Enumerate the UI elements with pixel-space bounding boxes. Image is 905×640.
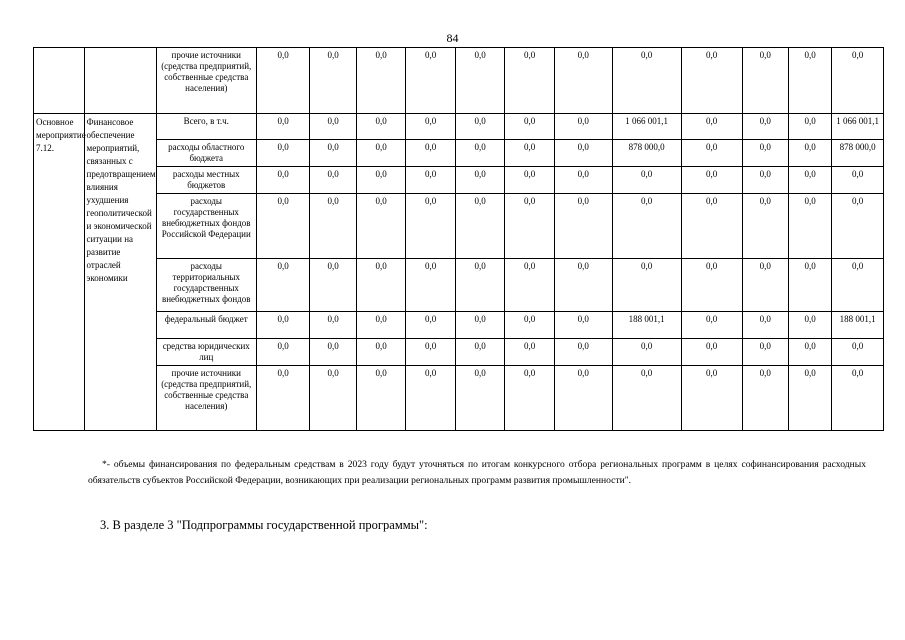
value-cell: 0,0 <box>505 167 555 194</box>
value-cell: 0,0 <box>742 140 788 167</box>
value-cell: 0,0 <box>310 140 356 167</box>
table-row <box>34 167 884 194</box>
value-cell: 0,0 <box>612 48 681 114</box>
value-cell: 0,0 <box>554 366 612 431</box>
value-cell: 0,0 <box>256 259 310 312</box>
value-cell: 0,0 <box>612 366 681 431</box>
value-cell: 0,0 <box>612 259 681 312</box>
value-cell: 0,0 <box>742 114 788 140</box>
value-cell: 0,0 <box>788 114 831 140</box>
value-cell: 0,0 <box>310 259 356 312</box>
value-cell: 0,0 <box>406 48 456 114</box>
value-cell: 0,0 <box>256 339 310 366</box>
value-cell: 0,0 <box>406 140 456 167</box>
value-cell: 0,0 <box>788 48 831 114</box>
value-cell: 0,0 <box>788 259 831 312</box>
value-cell: 0,0 <box>742 366 788 431</box>
source-label: прочие источники (средства предприятий, собственные средства населения) <box>156 48 256 114</box>
value-cell: 0,0 <box>356 140 406 167</box>
value-cell: 0,0 <box>554 259 612 312</box>
table-row <box>34 366 884 431</box>
source-label: расходы территориальных государственных внебюджетных фондов <box>156 259 256 312</box>
value-cell: 0,0 <box>256 48 310 114</box>
value-cell: 878 000,0 <box>832 140 884 167</box>
table-row <box>34 140 884 167</box>
value-cell: 0,0 <box>256 114 310 140</box>
value-cell: 0,0 <box>406 194 456 259</box>
value-cell: 0,0 <box>612 194 681 259</box>
value-cell: 0,0 <box>505 312 555 339</box>
value-cell: 0,0 <box>310 339 356 366</box>
value-cell: 0,0 <box>554 339 612 366</box>
value-cell: 0,0 <box>681 366 742 431</box>
value-cell: 0,0 <box>455 114 505 140</box>
value-cell: 0,0 <box>256 140 310 167</box>
value-cell: 0,0 <box>356 114 406 140</box>
value-cell: 0,0 <box>681 167 742 194</box>
value-cell: 0,0 <box>832 48 884 114</box>
value-cell: 0,0 <box>681 312 742 339</box>
source-label: расходы местных бюджетов <box>156 167 256 194</box>
value-cell: 0,0 <box>455 339 505 366</box>
value-cell: 0,0 <box>505 140 555 167</box>
value-cell: 0,0 <box>681 48 742 114</box>
source-label: расходы государственных внебюджетных фондов Российской Федерации <box>156 194 256 259</box>
value-cell: 0,0 <box>356 194 406 259</box>
value-cell: 0,0 <box>455 167 505 194</box>
value-cell: 0,0 <box>256 366 310 431</box>
value-cell: 0,0 <box>788 194 831 259</box>
measure-name: Финансовое обеспечение мероприятий, связанных с предотвращением влияния ухудшения геополитической и экономической ситуации на развитие отраслей экономики <box>84 114 156 431</box>
value-cell: 0,0 <box>505 194 555 259</box>
value-cell: 0,0 <box>310 114 356 140</box>
value-cell: 0,0 <box>832 167 884 194</box>
source-label: расходы областного бюджета <box>156 140 256 167</box>
value-cell: 0,0 <box>788 366 831 431</box>
value-cell: 0,0 <box>310 366 356 431</box>
measure-title: Основное мероприятие 7.12. <box>34 114 85 431</box>
value-cell: 0,0 <box>256 312 310 339</box>
source-label: средства юридических лиц <box>156 339 256 366</box>
value-cell: 0,0 <box>505 114 555 140</box>
value-cell: 0,0 <box>356 259 406 312</box>
value-cell: 0,0 <box>505 259 555 312</box>
value-cell: 0,0 <box>356 312 406 339</box>
value-cell: 0,0 <box>788 339 831 366</box>
page-number: 84 <box>446 31 459 45</box>
value-cell: 0,0 <box>505 339 555 366</box>
value-cell: 0,0 <box>742 194 788 259</box>
value-cell: 0,0 <box>788 140 831 167</box>
value-cell: 0,0 <box>681 339 742 366</box>
value-cell: 0,0 <box>455 366 505 431</box>
value-cell: 0,0 <box>310 194 356 259</box>
value-cell: 0,0 <box>406 114 456 140</box>
table-row <box>34 312 884 339</box>
value-cell: 0,0 <box>681 259 742 312</box>
value-cell: 0,0 <box>554 312 612 339</box>
value-cell: 188 001,1 <box>832 312 884 339</box>
value-cell: 0,0 <box>681 194 742 259</box>
value-cell: 0,0 <box>356 366 406 431</box>
value-cell: 0,0 <box>256 194 310 259</box>
table-row <box>34 194 884 259</box>
empty-cell <box>34 48 85 114</box>
value-cell: 0,0 <box>406 167 456 194</box>
empty-cell <box>84 48 156 114</box>
table-row <box>34 339 884 366</box>
value-cell: 0,0 <box>455 312 505 339</box>
value-cell: 0,0 <box>356 48 406 114</box>
table-row <box>34 48 884 114</box>
value-cell: 0,0 <box>742 312 788 339</box>
value-cell: 0,0 <box>742 48 788 114</box>
value-cell: 0,0 <box>788 167 831 194</box>
source-label: Всего, в т.ч. <box>156 114 256 140</box>
value-cell: 0,0 <box>505 48 555 114</box>
value-cell: 0,0 <box>406 339 456 366</box>
value-cell: 878 000,0 <box>612 140 681 167</box>
value-cell: 1 066 001,1 <box>612 114 681 140</box>
value-cell: 0,0 <box>612 339 681 366</box>
value-cell: 0,0 <box>505 366 555 431</box>
table-row <box>34 259 884 312</box>
value-cell: 0,0 <box>455 140 505 167</box>
value-cell: 0,0 <box>406 312 456 339</box>
value-cell: 0,0 <box>455 194 505 259</box>
value-cell: 0,0 <box>832 259 884 312</box>
value-cell: 0,0 <box>742 259 788 312</box>
footnote: *- объемы финансирования по федеральным средствам в 2023 году будут уточняться по итогам конкурсного отбора региональных программ в целях софинансирования расходных обязательств субъектов Российской Федерации, возникающих при реализации региональных программ развития промышленности". <box>88 459 866 486</box>
value-cell: 0,0 <box>554 114 612 140</box>
value-cell: 0,0 <box>554 140 612 167</box>
value-cell: 0,0 <box>310 312 356 339</box>
value-cell: 0,0 <box>681 114 742 140</box>
value-cell: 0,0 <box>356 339 406 366</box>
section-heading: 3. В разделе 3 "Подпрограммы государственной программы": <box>100 518 428 532</box>
value-cell: 0,0 <box>742 167 788 194</box>
value-cell: 0,0 <box>256 167 310 194</box>
value-cell: 1 066 001,1 <box>832 114 884 140</box>
value-cell: 0,0 <box>681 140 742 167</box>
value-cell: 0,0 <box>356 167 406 194</box>
value-cell: 0,0 <box>310 48 356 114</box>
value-cell: 0,0 <box>612 167 681 194</box>
value-cell: 0,0 <box>455 48 505 114</box>
source-label: прочие источники (средства предприятий, собственные средства населения) <box>156 366 256 431</box>
value-cell: 0,0 <box>832 366 884 431</box>
value-cell: 0,0 <box>832 339 884 366</box>
value-cell: 0,0 <box>310 167 356 194</box>
financing-table <box>33 47 884 431</box>
value-cell: 0,0 <box>742 339 788 366</box>
value-cell: 0,0 <box>554 167 612 194</box>
table-row <box>34 114 884 140</box>
value-cell: 0,0 <box>554 194 612 259</box>
value-cell: 0,0 <box>455 259 505 312</box>
table-body <box>34 48 884 431</box>
value-cell: 0,0 <box>832 194 884 259</box>
value-cell: 0,0 <box>406 259 456 312</box>
source-label: федеральный бюджет <box>156 312 256 339</box>
value-cell: 0,0 <box>406 366 456 431</box>
value-cell: 0,0 <box>788 312 831 339</box>
value-cell: 0,0 <box>554 48 612 114</box>
value-cell: 188 001,1 <box>612 312 681 339</box>
